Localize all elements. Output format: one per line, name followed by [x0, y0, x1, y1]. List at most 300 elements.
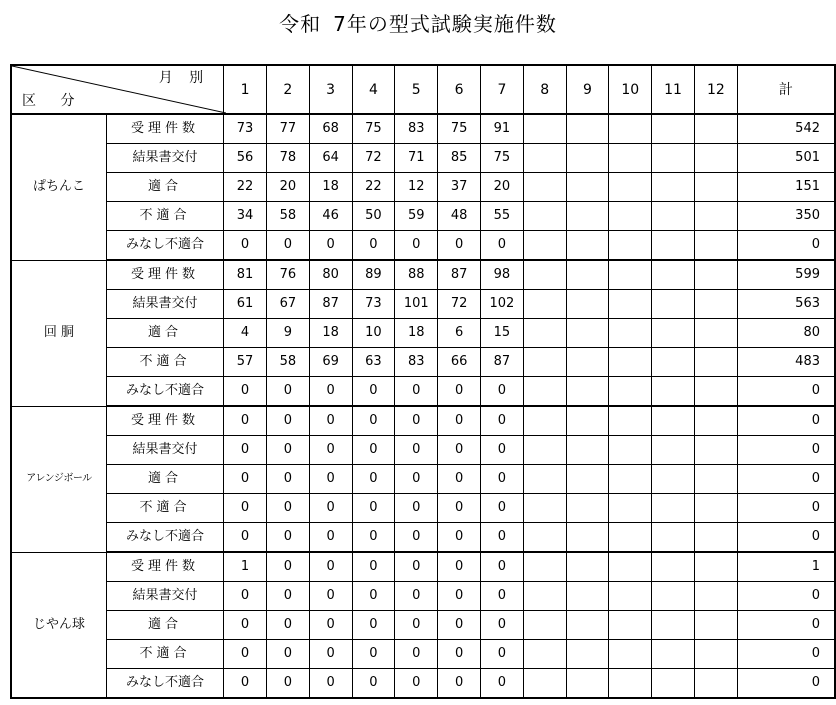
- month-value-cell: 87: [309, 290, 352, 319]
- month-value-cell: [566, 494, 609, 523]
- month-value-cell: 0: [352, 377, 395, 407]
- month-value-cell: [523, 290, 566, 319]
- row-total-cell: 0: [737, 465, 835, 494]
- row-total-cell: 0: [737, 611, 835, 640]
- month-value-cell: [566, 669, 609, 699]
- month-value-cell: [609, 348, 652, 377]
- month-value-cell: 58: [266, 202, 309, 231]
- month-value-cell: 0: [395, 640, 438, 669]
- month-value-cell: [652, 144, 695, 173]
- month-value-cell: 0: [224, 465, 267, 494]
- month-value-cell: 98: [480, 260, 523, 290]
- month-header-1: 1: [224, 65, 267, 114]
- month-value-cell: 0: [480, 406, 523, 436]
- row-label: 受理件数: [106, 552, 223, 582]
- month-value-cell: [694, 523, 737, 553]
- row-label: 適合: [106, 173, 223, 202]
- row-label: 結果書交付: [106, 144, 223, 173]
- month-value-cell: 89: [352, 260, 395, 290]
- month-value-cell: [609, 552, 652, 582]
- month-value-cell: 0: [309, 582, 352, 611]
- table-row: [11, 114, 835, 144]
- month-value-cell: 0: [395, 231, 438, 261]
- month-value-cell: 0: [224, 669, 267, 699]
- row-total-cell: 0: [737, 231, 835, 261]
- month-value-cell: [523, 114, 566, 144]
- month-value-cell: 0: [438, 436, 481, 465]
- month-value-cell: [652, 552, 695, 582]
- table-row: [11, 406, 835, 436]
- month-value-cell: [652, 582, 695, 611]
- month-value-cell: 20: [266, 173, 309, 202]
- month-value-cell: 22: [352, 173, 395, 202]
- month-value-cell: [609, 173, 652, 202]
- month-value-cell: 0: [480, 494, 523, 523]
- month-value-cell: 102: [480, 290, 523, 319]
- month-value-cell: 0: [438, 377, 481, 407]
- table-row: [11, 202, 835, 231]
- month-value-cell: [609, 669, 652, 699]
- month-value-cell: [694, 640, 737, 669]
- month-value-cell: [566, 640, 609, 669]
- month-value-cell: 0: [309, 552, 352, 582]
- month-value-cell: 77: [266, 114, 309, 144]
- month-value-cell: 0: [224, 640, 267, 669]
- month-value-cell: [652, 319, 695, 348]
- month-value-cell: 59: [395, 202, 438, 231]
- month-value-cell: 64: [309, 144, 352, 173]
- month-value-cell: [694, 173, 737, 202]
- month-value-cell: 0: [352, 523, 395, 553]
- month-value-cell: 75: [352, 114, 395, 144]
- month-value-cell: 67: [266, 290, 309, 319]
- month-value-cell: 12: [395, 173, 438, 202]
- month-value-cell: 91: [480, 114, 523, 144]
- month-value-cell: 78: [266, 144, 309, 173]
- month-value-cell: 85: [438, 144, 481, 173]
- month-value-cell: [566, 290, 609, 319]
- month-value-cell: 0: [438, 523, 481, 553]
- month-value-cell: 46: [309, 202, 352, 231]
- table-row: [11, 582, 835, 611]
- month-value-cell: 18: [395, 319, 438, 348]
- row-total-cell: 0: [737, 377, 835, 407]
- month-value-cell: 0: [352, 231, 395, 261]
- category-cell: ぱちんこ: [11, 114, 106, 260]
- month-value-cell: [609, 319, 652, 348]
- month-value-cell: [652, 611, 695, 640]
- month-value-cell: [652, 465, 695, 494]
- month-value-cell: [694, 406, 737, 436]
- month-value-cell: [694, 260, 737, 290]
- month-value-cell: 73: [224, 114, 267, 144]
- table-row: [11, 319, 835, 348]
- month-value-cell: [609, 494, 652, 523]
- month-value-cell: 0: [224, 494, 267, 523]
- month-value-cell: [694, 144, 737, 173]
- month-value-cell: [652, 231, 695, 261]
- month-value-cell: [523, 669, 566, 699]
- month-value-cell: 10: [352, 319, 395, 348]
- month-value-cell: [566, 611, 609, 640]
- total-header: 計: [737, 65, 835, 114]
- month-value-cell: 0: [266, 640, 309, 669]
- month-value-cell: [694, 465, 737, 494]
- month-value-cell: 0: [480, 465, 523, 494]
- row-total-cell: 0: [737, 669, 835, 699]
- month-header-4: 4: [352, 65, 395, 114]
- table-body: [11, 65, 835, 698]
- month-header-10: 10: [609, 65, 652, 114]
- row-total-cell: 0: [737, 523, 835, 553]
- row-label: 受理件数: [106, 114, 223, 144]
- month-value-cell: 20: [480, 173, 523, 202]
- month-value-cell: 0: [480, 552, 523, 582]
- month-value-cell: 0: [224, 231, 267, 261]
- category-cell: アレンジボール: [11, 406, 106, 552]
- month-header-7: 7: [480, 65, 523, 114]
- row-total-cell: 80: [737, 319, 835, 348]
- month-value-cell: [523, 348, 566, 377]
- row-label: 結果書交付: [106, 436, 223, 465]
- month-value-cell: [523, 494, 566, 523]
- month-value-cell: 50: [352, 202, 395, 231]
- month-value-cell: [566, 319, 609, 348]
- month-value-cell: [523, 582, 566, 611]
- month-value-cell: [523, 406, 566, 436]
- month-value-cell: [523, 319, 566, 348]
- month-value-cell: [609, 406, 652, 436]
- month-value-cell: [523, 436, 566, 465]
- month-value-cell: 0: [309, 494, 352, 523]
- month-value-cell: [652, 436, 695, 465]
- month-value-cell: 34: [224, 202, 267, 231]
- month-value-cell: [609, 465, 652, 494]
- month-value-cell: 0: [309, 406, 352, 436]
- table-row: [11, 377, 835, 407]
- month-value-cell: [566, 260, 609, 290]
- title-era: 令和: [279, 12, 322, 36]
- month-value-cell: [694, 377, 737, 407]
- month-value-cell: 56: [224, 144, 267, 173]
- month-value-cell: 87: [480, 348, 523, 377]
- month-value-cell: 76: [266, 260, 309, 290]
- month-value-cell: [652, 494, 695, 523]
- row-label: 適合: [106, 465, 223, 494]
- month-value-cell: [523, 465, 566, 494]
- month-value-cell: 0: [480, 523, 523, 553]
- header-month-label: 月 別: [158, 70, 210, 86]
- table-row: [11, 260, 835, 290]
- month-value-cell: 0: [395, 611, 438, 640]
- month-value-cell: 0: [438, 494, 481, 523]
- month-value-cell: [523, 523, 566, 553]
- row-total-cell: 542: [737, 114, 835, 144]
- month-value-cell: [566, 144, 609, 173]
- month-value-cell: [694, 114, 737, 144]
- row-total-cell: 0: [737, 640, 835, 669]
- month-value-cell: 57: [224, 348, 267, 377]
- header-category-label: 区 分: [22, 93, 85, 109]
- month-value-cell: 0: [438, 552, 481, 582]
- month-value-cell: 0: [224, 582, 267, 611]
- month-value-cell: 0: [438, 640, 481, 669]
- month-value-cell: [652, 202, 695, 231]
- month-value-cell: [566, 552, 609, 582]
- month-value-cell: 0: [352, 552, 395, 582]
- table-row: [11, 348, 835, 377]
- row-label: 受理件数: [106, 406, 223, 436]
- month-value-cell: [652, 377, 695, 407]
- month-value-cell: 22: [224, 173, 267, 202]
- month-value-cell: 81: [224, 260, 267, 290]
- month-value-cell: [652, 173, 695, 202]
- table-row: [11, 173, 835, 202]
- month-value-cell: 0: [480, 436, 523, 465]
- month-value-cell: 0: [266, 669, 309, 699]
- month-value-cell: 0: [352, 465, 395, 494]
- table-row: [11, 611, 835, 640]
- month-value-cell: 71: [395, 144, 438, 173]
- row-label: 結果書交付: [106, 582, 223, 611]
- month-value-cell: 48: [438, 202, 481, 231]
- month-value-cell: 0: [266, 377, 309, 407]
- month-value-cell: [523, 552, 566, 582]
- month-value-cell: 0: [438, 406, 481, 436]
- month-value-cell: 72: [438, 290, 481, 319]
- month-value-cell: [694, 202, 737, 231]
- month-value-cell: [652, 114, 695, 144]
- row-label: 結果書交付: [106, 290, 223, 319]
- month-value-cell: 0: [309, 231, 352, 261]
- month-value-cell: [694, 319, 737, 348]
- month-value-cell: 0: [438, 582, 481, 611]
- month-value-cell: 0: [266, 406, 309, 436]
- month-value-cell: [566, 231, 609, 261]
- month-value-cell: [523, 640, 566, 669]
- month-value-cell: [609, 582, 652, 611]
- month-header-11: 11: [652, 65, 695, 114]
- month-header-3: 3: [309, 65, 352, 114]
- month-value-cell: [523, 173, 566, 202]
- month-value-cell: 0: [438, 669, 481, 699]
- table-row: [11, 465, 835, 494]
- month-value-cell: 0: [266, 465, 309, 494]
- month-value-cell: 15: [480, 319, 523, 348]
- month-value-cell: 9: [266, 319, 309, 348]
- month-value-cell: 0: [395, 582, 438, 611]
- month-value-cell: 0: [266, 231, 309, 261]
- month-value-cell: 0: [266, 552, 309, 582]
- month-value-cell: [566, 348, 609, 377]
- month-value-cell: [694, 290, 737, 319]
- month-value-cell: 0: [352, 640, 395, 669]
- month-value-cell: 0: [224, 611, 267, 640]
- category-cell: 回 胴: [11, 260, 106, 406]
- month-value-cell: [652, 290, 695, 319]
- month-value-cell: [523, 231, 566, 261]
- month-value-cell: 0: [352, 582, 395, 611]
- month-value-cell: 0: [309, 640, 352, 669]
- month-value-cell: [609, 290, 652, 319]
- month-value-cell: 0: [480, 669, 523, 699]
- month-value-cell: [566, 523, 609, 553]
- month-value-cell: 18: [309, 319, 352, 348]
- month-value-cell: [694, 231, 737, 261]
- month-value-cell: 0: [480, 231, 523, 261]
- inspection-count-table: [10, 64, 836, 699]
- month-value-cell: [609, 114, 652, 144]
- row-total-cell: 483: [737, 348, 835, 377]
- month-value-cell: [694, 436, 737, 465]
- month-value-cell: [652, 260, 695, 290]
- month-value-cell: [694, 669, 737, 699]
- month-value-cell: [609, 523, 652, 553]
- month-value-cell: 1: [224, 552, 267, 582]
- month-value-cell: 0: [224, 436, 267, 465]
- month-value-cell: 0: [309, 669, 352, 699]
- month-value-cell: 0: [395, 523, 438, 553]
- month-value-cell: 80: [309, 260, 352, 290]
- month-value-cell: [609, 260, 652, 290]
- row-label: 受理件数: [106, 260, 223, 290]
- month-value-cell: [694, 611, 737, 640]
- row-label: みなし不適合: [106, 377, 223, 407]
- month-value-cell: 0: [224, 377, 267, 407]
- month-value-cell: [609, 611, 652, 640]
- month-value-cell: 0: [395, 465, 438, 494]
- month-value-cell: [523, 260, 566, 290]
- month-value-cell: 6: [438, 319, 481, 348]
- month-value-cell: 83: [395, 348, 438, 377]
- corner-header-cell: [11, 65, 224, 114]
- month-value-cell: 63: [352, 348, 395, 377]
- month-value-cell: 0: [224, 406, 267, 436]
- table-row: [11, 290, 835, 319]
- month-value-cell: [694, 494, 737, 523]
- month-value-cell: 83: [395, 114, 438, 144]
- month-value-cell: [609, 202, 652, 231]
- row-label: みなし不適合: [106, 669, 223, 699]
- month-value-cell: 0: [309, 377, 352, 407]
- month-header-2: 2: [266, 65, 309, 114]
- row-label: 適合: [106, 319, 223, 348]
- month-value-cell: 0: [480, 640, 523, 669]
- category-cell: じやん球: [11, 552, 106, 698]
- month-value-cell: 0: [352, 669, 395, 699]
- month-header-6: 6: [438, 65, 481, 114]
- month-value-cell: 0: [438, 465, 481, 494]
- month-value-cell: [566, 114, 609, 144]
- table-row: [11, 231, 835, 261]
- row-total-cell: 0: [737, 436, 835, 465]
- month-value-cell: 18: [309, 173, 352, 202]
- month-value-cell: [652, 406, 695, 436]
- month-value-cell: 0: [224, 523, 267, 553]
- row-label: 不適合: [106, 640, 223, 669]
- table-row: [11, 494, 835, 523]
- table-row: [11, 144, 835, 173]
- table-row: [11, 669, 835, 699]
- month-header-9: 9: [566, 65, 609, 114]
- month-value-cell: 75: [480, 144, 523, 173]
- row-label: みなし不適合: [106, 523, 223, 553]
- month-value-cell: 0: [352, 406, 395, 436]
- month-header-8: 8: [523, 65, 566, 114]
- month-value-cell: 73: [352, 290, 395, 319]
- month-value-cell: 0: [309, 611, 352, 640]
- month-value-cell: [652, 348, 695, 377]
- month-value-cell: 0: [480, 582, 523, 611]
- month-value-cell: [566, 202, 609, 231]
- month-value-cell: [652, 669, 695, 699]
- row-total-cell: 599: [737, 260, 835, 290]
- row-total-cell: 1: [737, 552, 835, 582]
- row-label: 不適合: [106, 494, 223, 523]
- month-value-cell: 0: [266, 494, 309, 523]
- title-main: 7年の型式試験実施件数: [333, 12, 557, 36]
- row-total-cell: 501: [737, 144, 835, 173]
- month-value-cell: [609, 640, 652, 669]
- month-value-cell: 0: [352, 611, 395, 640]
- month-value-cell: [566, 436, 609, 465]
- month-value-cell: [566, 406, 609, 436]
- month-value-cell: 75: [438, 114, 481, 144]
- month-value-cell: [609, 144, 652, 173]
- month-value-cell: 0: [266, 436, 309, 465]
- table-row: [11, 523, 835, 553]
- month-header-5: 5: [395, 65, 438, 114]
- month-value-cell: 0: [266, 582, 309, 611]
- table-row: [11, 436, 835, 465]
- month-value-cell: [566, 173, 609, 202]
- row-label: 適合: [106, 611, 223, 640]
- row-total-cell: 151: [737, 173, 835, 202]
- header-row: [11, 65, 835, 114]
- month-value-cell: 0: [309, 436, 352, 465]
- month-value-cell: 66: [438, 348, 481, 377]
- month-value-cell: 0: [395, 377, 438, 407]
- month-value-cell: [652, 523, 695, 553]
- month-value-cell: 0: [266, 611, 309, 640]
- page-title: [0, 8, 836, 37]
- month-value-cell: 0: [438, 611, 481, 640]
- month-value-cell: 0: [309, 465, 352, 494]
- month-value-cell: [694, 552, 737, 582]
- month-value-cell: 68: [309, 114, 352, 144]
- month-value-cell: 0: [395, 406, 438, 436]
- month-value-cell: 0: [309, 523, 352, 553]
- month-value-cell: [566, 582, 609, 611]
- month-value-cell: [609, 436, 652, 465]
- table-row: [11, 640, 835, 669]
- month-value-cell: 0: [395, 552, 438, 582]
- month-value-cell: 101: [395, 290, 438, 319]
- row-total-cell: 0: [737, 582, 835, 611]
- month-value-cell: 0: [266, 523, 309, 553]
- month-value-cell: [523, 144, 566, 173]
- row-total-cell: 563: [737, 290, 835, 319]
- month-value-cell: 87: [438, 260, 481, 290]
- month-value-cell: 69: [309, 348, 352, 377]
- month-value-cell: [566, 465, 609, 494]
- month-value-cell: 0: [352, 494, 395, 523]
- row-label: 不適合: [106, 348, 223, 377]
- month-value-cell: [694, 582, 737, 611]
- month-value-cell: [523, 611, 566, 640]
- month-value-cell: 0: [395, 494, 438, 523]
- month-value-cell: 72: [352, 144, 395, 173]
